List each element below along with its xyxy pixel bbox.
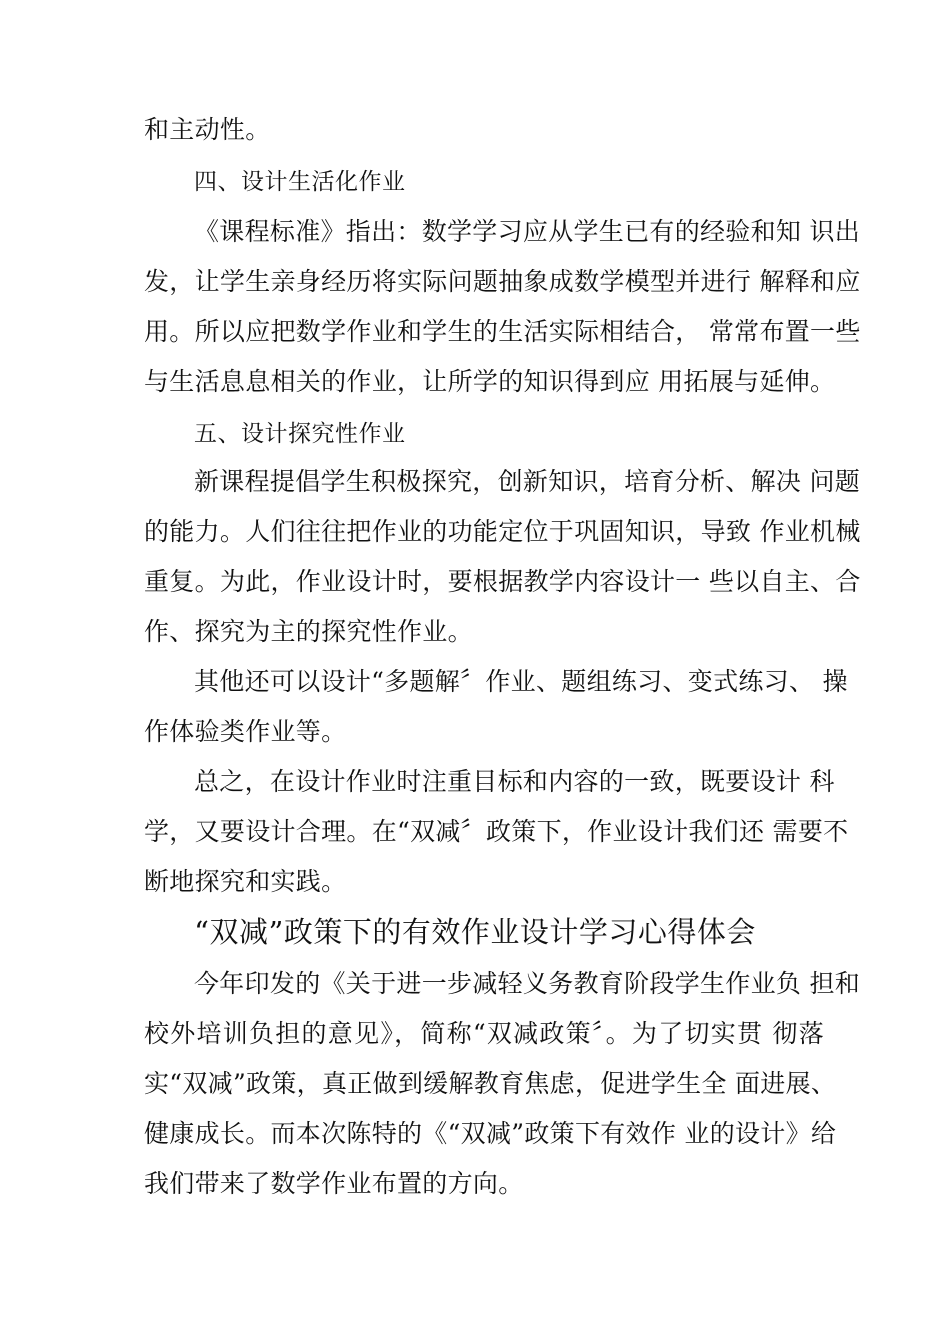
article-title: “双减”政策下的有效作业设计学习心得体会 [194,915,756,949]
paragraph-line: 作体验类作业等。 [144,717,347,746]
paragraph-line: 新课程提倡学生积极探究，创新知识，培育分析、解决 问题 [194,467,861,496]
paragraph-line: 总之，在设计作业时注重目标和内容的一致，既要设计 科 [194,767,835,796]
section-heading-5: 五、设计探究性作业 [194,421,406,447]
paragraph-line: 《课程标准》指出：数学学习应从学生已有的经验和知 识出 [194,217,861,246]
paragraph-line: 用。所以应把数学作业和学生的生活实际相结合， 常常布置一些 [144,317,861,346]
paragraph-line: 和主动性。 [144,115,271,144]
paragraph-line: 校外培训负担的意见》，简称“双减政策〞。为了切实贯 彻落 [144,1019,824,1048]
paragraph-line: 与生活息息相关的作业，让所学的知识得到应 用拓展与延伸。 [144,367,836,396]
paragraph-line: 健康成长。而本次陈特的《“双减”政策下有效作 业的设计》给 [144,1119,837,1148]
paragraph-line: 学，又要设计合理。在“双减〞政策下，作业设计我们还 需要不 [144,817,849,846]
paragraph-line: 重复。为此，作业设计时，要根据教学内容设计一 些以自主、合 [144,567,861,596]
paragraph-line: 发，让学生亲身经历将实际问题抽象成数学模型并进行 解释和应 [144,267,861,296]
section-heading-4: 四、设计生活化作业 [194,169,406,195]
paragraph-line: 的能力。人们往往把作业的功能定位于巩固知识，导致 作业机械 [144,517,861,546]
paragraph-line: 今年印发的《关于进一步减轻义务教育阶段学生作业负 担和 [194,969,861,998]
paragraph-line: 断地探究和实践。 [144,867,347,896]
paragraph-line: 作、探究为主的探究性作业。 [144,617,473,646]
paragraph-line: 其他还可以设计“多题解〞作业、题组练习、变式练习、 操 [194,667,848,696]
paragraph-line: 我们带来了数学作业布置的方向。 [144,1169,524,1198]
paragraph-line: 实“双减”政策，真正做到缓解教育焦虑，促进学生全 面进展、 [144,1069,837,1098]
